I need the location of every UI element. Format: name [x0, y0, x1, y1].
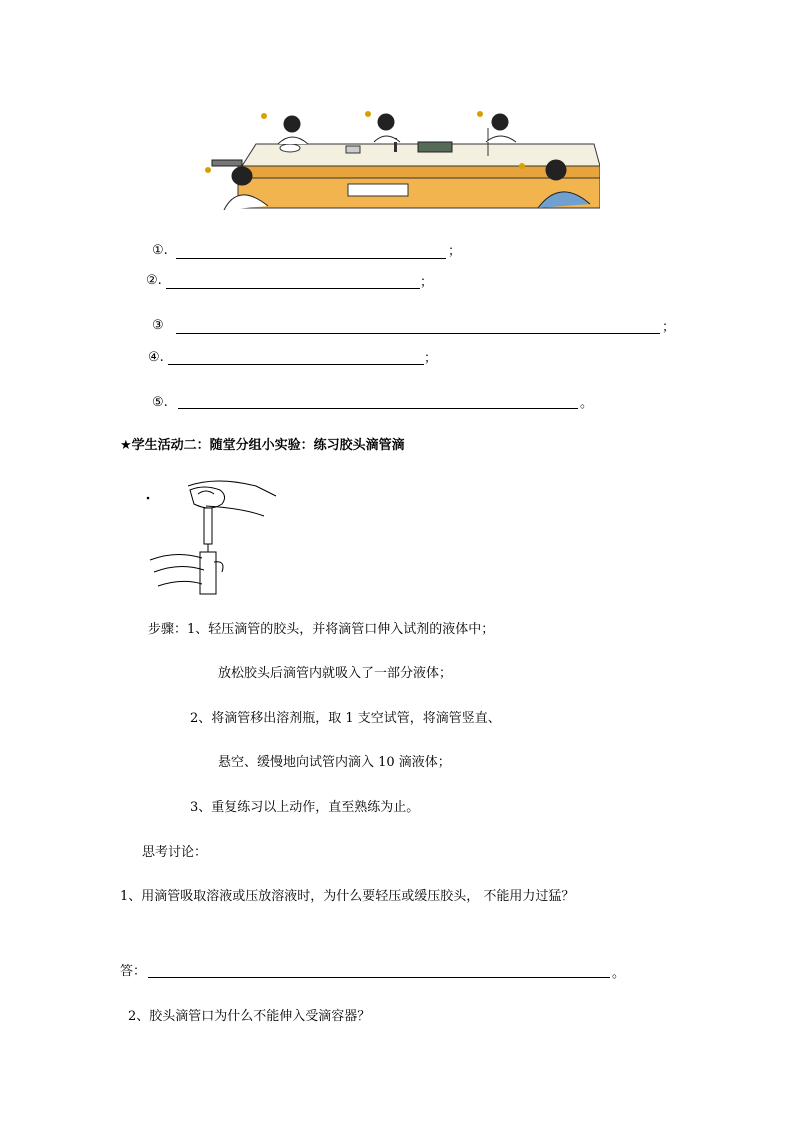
blank-3-end: ； — [662, 320, 676, 335]
marker-dot-3 — [365, 111, 371, 117]
blank-1-end: ； — [448, 244, 462, 259]
marker-dot-5 — [519, 163, 525, 169]
question-2: 2、胶头滴管口为什么不能伸入受滴容器？ — [128, 1009, 371, 1024]
dropper-hand-drawing — [146, 476, 286, 598]
step-3: 3、重复练习以上动作，直至熟练为止。 — [190, 800, 420, 815]
student-figure-2 — [374, 114, 400, 142]
blank-4-label: ④. — [148, 350, 164, 365]
blank-5-label: ⑤. — [152, 395, 168, 410]
activity-2-title: ★学生活动二：随堂分组小实验：练习胶头滴管滴 — [120, 438, 405, 453]
answer-line[interactable] — [148, 977, 610, 978]
blank-1-label: ①. — [152, 243, 168, 258]
marker-dot-1 — [205, 167, 211, 173]
blank-4-end: ； — [424, 351, 438, 366]
student-figure-1 — [278, 116, 308, 144]
blank-1-line[interactable] — [176, 258, 446, 259]
blank-2-end: ； — [420, 275, 434, 290]
question-1: 1、用滴管吸取溶液或压放溶液时，为什么要轻压或缓压胶头， 不能用力过猛？ — [120, 889, 575, 904]
blank-3-line[interactable] — [176, 333, 660, 334]
blank-4-line[interactable] — [168, 364, 424, 365]
step-1-line-2: 放松胶头后滴管内就吸入了一部分液体； — [218, 666, 453, 681]
blank-2-line[interactable] — [166, 288, 420, 289]
step-1-line-1: 步骤：1、轻压滴管的胶头，并将滴管口伸入试剂的液体中； — [148, 622, 495, 637]
lab-scene-illustration — [198, 108, 600, 212]
blank-3-label: ③ — [152, 318, 164, 333]
answer-label: 答： — [120, 964, 147, 979]
student-figure-3 — [486, 114, 516, 142]
marker-dot-4 — [477, 111, 483, 117]
dropper-illustration — [146, 476, 286, 598]
answer-end: 。 — [612, 966, 626, 981]
lab-table-drawing — [198, 108, 600, 212]
blank-5-line[interactable] — [178, 408, 578, 409]
step-2-line-1: 2、将滴管移出溶剂瓶，取 1 支空试管，将滴管竖直、 — [190, 711, 501, 726]
step-2-line-2: 悬空、缓慢地向试管内滴入 10 滴液体； — [218, 755, 451, 770]
marker-dot-2 — [261, 113, 267, 119]
discussion-heading: 思考讨论： — [142, 845, 208, 860]
blank-5-end: 。 — [580, 396, 594, 411]
blank-2-label: ②. — [146, 273, 162, 288]
